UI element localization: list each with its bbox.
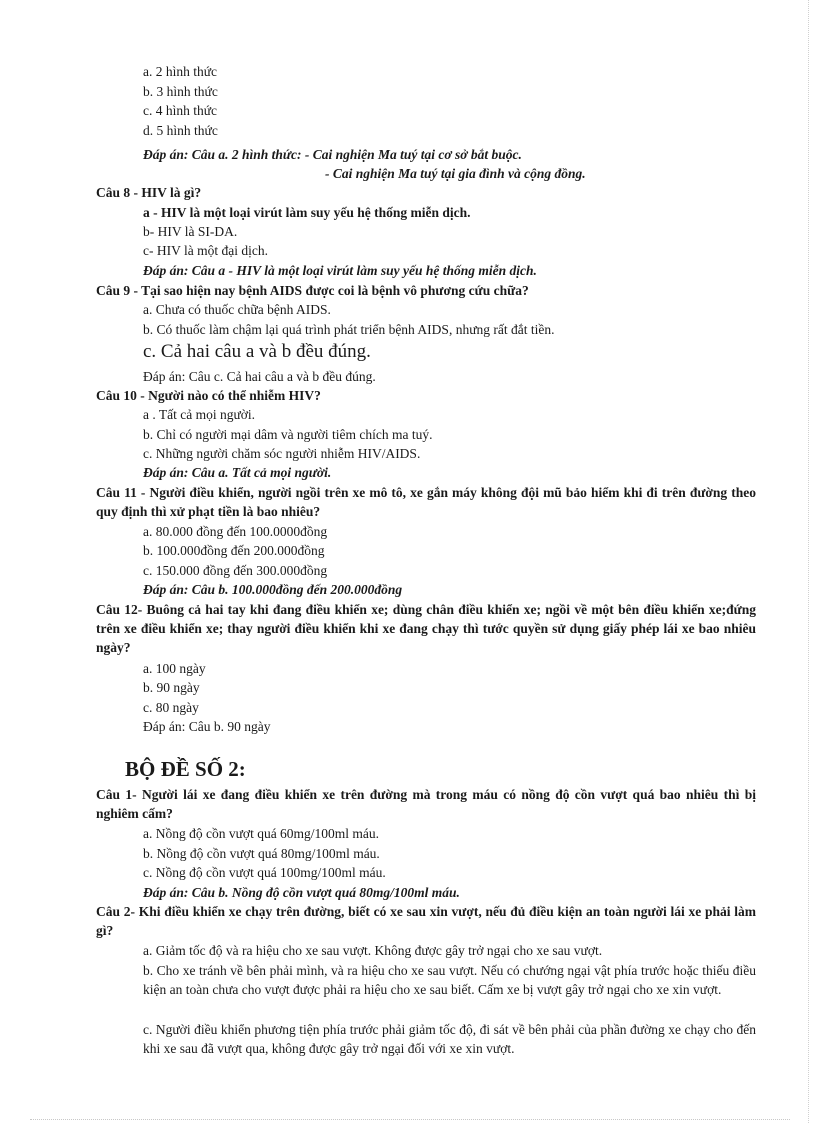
s2-question-2: Câu 2- Khi điều khiển xe chạy trên đường, biết có xe sau xin vượt, nếu đủ điều kiện an toàn người lái xe phải làm gì? xyxy=(96,904,756,938)
q10-option-a: a . Tất cả mọi người. xyxy=(143,407,256,422)
q12-option-b: b. 90 ngày xyxy=(143,680,200,695)
s2q2-option-a: a. Giảm tốc độ và ra hiệu cho xe sau vượt. Không được gây trở ngại cho xe sau vượt. xyxy=(143,943,603,958)
s2q2-option-b: b. Cho xe tránh về bên phải mình, và ra hiệu cho xe sau vượt. Nếu có chướng ngại vật phía trước hoặc thiếu điều kiện an toàn chưa cho vượt được phải ra hiệu cho xe sau biết. Cấm xe bị vượt gây trở ngại cho xe xin vượt. xyxy=(143,963,756,997)
answer-line-continued: - Cai nghiện Ma tuý tại gia đình và cộng đồng. xyxy=(325,166,586,181)
option-a: a. 2 hình thức xyxy=(143,64,218,79)
question-8: Câu 8 - HIV là gì? xyxy=(96,185,202,200)
page-bottom-divider xyxy=(30,1119,790,1120)
q11-option-c: c. 150.000 đồng đến 300.000đồng xyxy=(143,563,328,578)
q9-option-a: a. Chưa có thuốc chữa bệnh AIDS. xyxy=(143,302,331,317)
q8-option-a: a - HIV là một loại virút làm suy yếu hệ thống miễn dịch. xyxy=(143,205,471,220)
q12-option-a: a. 100 ngày xyxy=(143,661,206,676)
s2q1-option-a: a. Nồng độ cồn vượt quá 60mg/100ml máu. xyxy=(143,826,380,841)
option-d: d. 5 hình thức xyxy=(143,123,218,138)
q8-answer: Đáp án: Câu a - HIV là một loại virút làm suy yếu hệ thống miễn dịch. xyxy=(143,263,537,278)
q10-answer: Đáp án: Câu a. Tất cả mọi người. xyxy=(143,465,332,480)
q8-option-c: c- HIV là một đại dịch. xyxy=(143,243,268,258)
s2q1-answer: Đáp án: Câu b. Nồng độ cồn vượt quá 80mg/100ml máu. xyxy=(143,885,460,900)
question-10: Câu 10 - Người nào có thể nhiễm HIV? xyxy=(96,388,321,403)
q9-answer: Đáp án: Câu c. Cả hai câu a và b đều đúng. xyxy=(143,369,376,384)
q12-answer: Đáp án: Câu b. 90 ngày xyxy=(143,719,271,734)
q9-option-b: b. Có thuốc làm chậm lại quá trình phát triển bệnh AIDS, nhưng rất đắt tiền. xyxy=(143,322,555,337)
s2-question-1: Câu 1- Người lái xe đang điều khiển xe trên đường mà trong máu có nồng độ cồn vượt quá bao nhiêu thì bị nghiêm cấm? xyxy=(96,787,756,821)
question-11: Câu 11 - Người điều khiển, người ngồi trên xe mô tô, xe gắn máy không đội mũ bảo hiểm khi đi trên đường theo quy định thì xử phạt tiền là bao nhiêu? xyxy=(96,485,756,519)
q9-option-c: c. Cả hai câu a và b đều đúng. xyxy=(143,341,371,362)
question-9: Câu 9 - Tại sao hiện nay bệnh AIDS được coi là bệnh vô phương cứu chữa? xyxy=(96,283,529,298)
q8-option-b: b- HIV là SI-DA. xyxy=(143,224,238,239)
s2q1-option-b: b. Nồng độ cồn vượt quá 80mg/100ml máu. xyxy=(143,846,380,861)
q11-option-a: a. 80.000 đồng đến 100.0000đồng xyxy=(143,524,328,539)
answer-line: Đáp án: Câu a. 2 hình thức: - Cai nghiện Ma tuý tại cơ sở bắt buộc. xyxy=(143,147,522,162)
q11-answer: Đáp án: Câu b. 100.000đồng đến 200.000đồng xyxy=(143,582,403,597)
q10-option-c: c. Những người chăm sóc người nhiễm HIV/AIDS. xyxy=(143,446,421,461)
q11-option-b: b. 100.000đồng đến 200.000đồng xyxy=(143,543,325,558)
s2q2-option-c: c. Người điều khiển phương tiện phía trước phải giảm tốc độ, đi sát về bên phải của phần đường xe chạy cho đến khi xe sau đã vượt qua, không được gây trở ngại đối với xe xin vượt. xyxy=(143,1022,756,1056)
q10-option-b: b. Chỉ có người mại dâm và người tiêm chích ma tuý. xyxy=(143,427,433,442)
option-c: c. 4 hình thức xyxy=(143,103,218,118)
page-right-margin-line xyxy=(808,0,809,1123)
q12-option-c: c. 80 ngày xyxy=(143,700,199,715)
option-b: b. 3 hình thức xyxy=(143,84,218,99)
s2q1-option-c: c. Nồng độ cồn vượt quá 100mg/100ml máu. xyxy=(143,865,386,880)
question-12: Câu 12- Buông cả hai tay khi đang điều khiển xe; dùng chân điều khiển xe; ngồi về một bên điều khiển xe;đứng trên xe điều khiển xe; thay người điều khiển khi xe đang chạy thì tước quyền sử dụng giấy phép lái xe bao nhiêu ngày? xyxy=(96,602,756,655)
section-heading: BỘ ĐỀ SỐ 2: xyxy=(125,757,246,781)
